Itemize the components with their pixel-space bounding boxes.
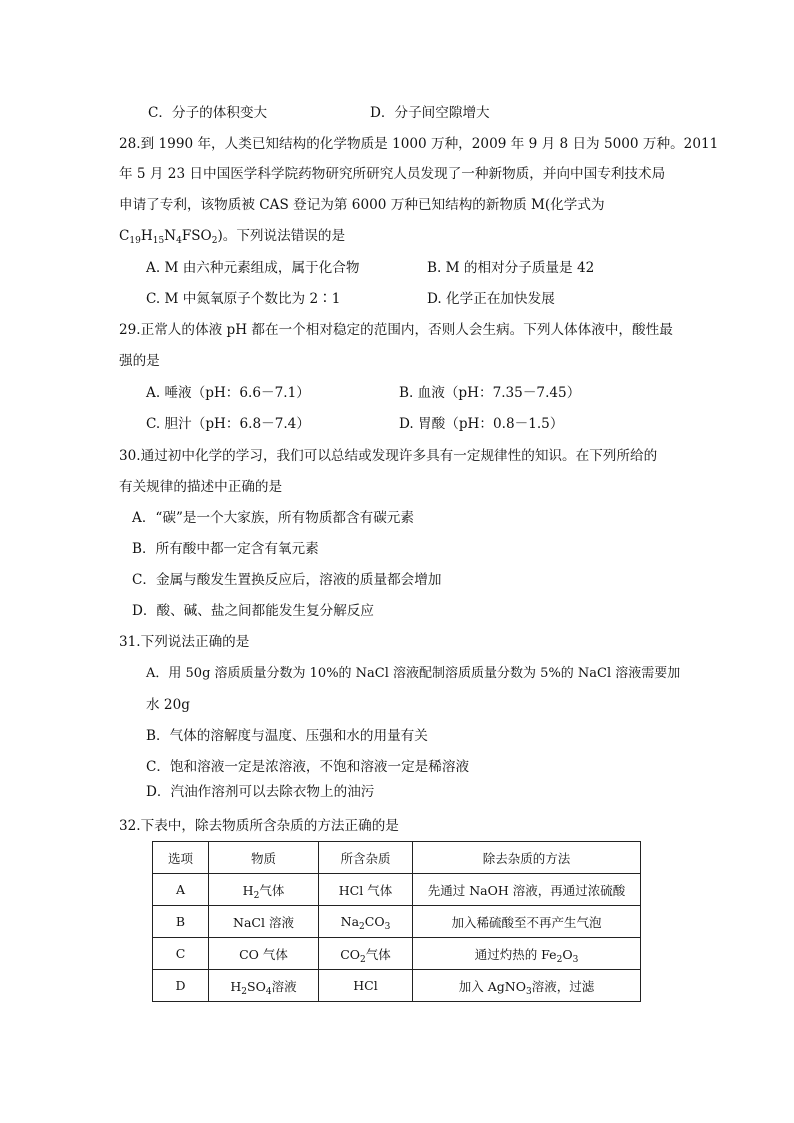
table-cell-impurity [319, 938, 413, 970]
table-row [153, 970, 641, 1002]
formula-sub: 2 [253, 890, 260, 901]
cell-text: CO [340, 946, 361, 962]
cell-text: 溶液，过滤 [531, 978, 595, 994]
formula-sub: 2 [241, 986, 248, 997]
q29-option-c: C. 胆汁（pH：6.8－7.4） [146, 416, 310, 432]
formula-sub: 3 [525, 986, 532, 997]
q27-option-c: C．分子的体积变大 [148, 105, 268, 121]
table-cell-impurity [319, 906, 413, 938]
q30-option-c: C．金属与酸发生置换反应后，溶液的质量都会增加 [132, 572, 442, 588]
table-header-cell: 除去杂质的方法 [413, 842, 641, 874]
q29-option-a: A. 唾液（pH：6.6－7.1） [146, 385, 310, 401]
table-row [153, 874, 641, 906]
q31-option-c: C．饱和溶液一定是浓溶液，不饱和溶液一定是稀溶液 [146, 759, 470, 775]
formula-sub: 3 [384, 922, 391, 932]
table-header-row [153, 842, 641, 874]
table-header-cell: 选项 [153, 842, 209, 874]
q31-stem: 31.下列说法正确的是 [119, 634, 250, 650]
table-cell-impurity: HCl [319, 970, 413, 1002]
q32-stem: 32.下表中，除去物质所含杂质的方法正确的是 [119, 818, 399, 834]
cell-text: SO [247, 978, 266, 994]
q30-option-d: D．酸、碱、盐之间都能发生复分解反应 [132, 603, 374, 619]
formula-element-c: C [119, 228, 130, 244]
q31-option-d: D．汽油作溶剂可以去除衣物上的油污 [146, 784, 375, 800]
q28-stem-line2: 年 5 月 23 日中国医学科学院药物研究所研究人员发现了一种新物质，并向中国专利技术局 [119, 166, 666, 182]
formula-element-fso: FSO [181, 228, 212, 244]
table-cell-substance [209, 970, 319, 1002]
q31-option-a-line1: A．用 50g 溶质质量分数为 10%的 NaCl 溶液配制溶质质量分数为 5%的 NaCl 溶液需要加 [146, 666, 681, 681]
q28-stem-line1: 28.到 1990 年，人类已知结构的化学物质是 1000 万种，2009 年 9 月 8 日为 5000 万种。2011 [119, 136, 719, 152]
formula-sub: 2 [556, 954, 563, 965]
q28-stem-tail: )。下列说法错误的是 [217, 228, 346, 244]
formula-sub: 4 [265, 986, 272, 997]
q28-stem-line4 [119, 226, 345, 246]
formula-element-n: N [164, 228, 177, 244]
cell-text: 通过灼热的 Fe [474, 946, 557, 962]
q28-option-b: B. M 的相对分子质量是 42 [427, 260, 595, 276]
q31-option-a-line2: 水 20g [146, 697, 190, 713]
q29-stem-line1: 29.正常人的体液 pH 都在一个相对稳定的范围内，否则人会生病。下列人体体液中，酸性最 [119, 322, 673, 338]
q31-option-b: B．气体的溶解度与温度、压强和水的用量有关 [146, 728, 428, 744]
q30-stem-line1: 30.通过初中化学的学习，我们可以总结或发现许多具有一定规律性的知识。在下列所给的 [119, 448, 658, 464]
table-cell-impurity: HCl 气体 [319, 874, 413, 906]
q29-stem-line2: 强的是 [119, 353, 160, 369]
formula-sub: 2 [360, 954, 366, 965]
formula-sub: 3 [572, 954, 579, 965]
table-row [153, 906, 641, 938]
q28-option-a: A. M 由六种元素组成，属于化合物 [146, 260, 360, 276]
q30-option-b: B．所有酸中都一定含有氧元素 [132, 541, 319, 557]
formula-sub: 2 [359, 922, 365, 932]
table-cell-option: D [153, 970, 209, 1002]
formula-sub: 4 [176, 236, 182, 246]
q28-stem-line3: 申请了专利，该物质被 CAS 登记为第 6000 万种已知结构的新物质 M(化学式为 [119, 197, 605, 213]
q27-option-d: D．分子间空隙增大 [370, 105, 490, 121]
table-cell-method [413, 938, 641, 970]
table-header-cell: 所含杂质 [319, 842, 413, 874]
cell-text: CO [364, 914, 385, 929]
table-cell-method: 加入稀硫酸至不再产生气泡 [413, 906, 641, 938]
cell-text: Na [340, 914, 360, 929]
q29-option-b: B. 血液（pH：7.35－7.45） [399, 385, 581, 401]
table-cell-substance [209, 874, 319, 906]
q30-option-a: A．“碳”是一个大家族，所有物质都含有碳元素 [132, 510, 414, 526]
cell-text: 加入 AgNO [458, 978, 526, 994]
q29-option-d: D. 胃酸（pH：0.8－1.5） [399, 416, 564, 432]
cell-text: 气体 [259, 882, 285, 898]
impurity-removal-table [152, 841, 641, 1002]
table-cell-method: 先通过 NaOH 溶液，再通过浓硫酸 [413, 874, 641, 906]
table-cell-substance: CO 气体 [209, 938, 319, 970]
q28-option-c: C. M 中氮氧原子个数比为 2∶1 [146, 291, 341, 307]
formula-element-h: H [140, 228, 153, 244]
cell-text: 溶液 [271, 978, 297, 994]
cell-text: H [230, 978, 242, 994]
cell-text: O [562, 946, 573, 962]
q30-stem-line2: 有关规律的描述中正确的是 [119, 479, 283, 495]
table-cell-option: B [153, 906, 209, 938]
formula-sub: 19 [129, 236, 141, 246]
table-cell-option: A [153, 874, 209, 906]
table-cell-method [413, 970, 641, 1002]
formula-sub: 2 [211, 236, 218, 246]
table-cell-substance: NaCl 溶液 [209, 906, 319, 938]
table-cell-option: C [153, 938, 209, 970]
cell-text: 气体 [365, 946, 391, 962]
table-header-cell: 物质 [209, 842, 319, 874]
q28-option-d: D. 化学正在加快发展 [427, 291, 555, 307]
table-row [153, 938, 641, 970]
cell-text: H [242, 882, 254, 898]
formula-sub: 15 [152, 236, 165, 246]
